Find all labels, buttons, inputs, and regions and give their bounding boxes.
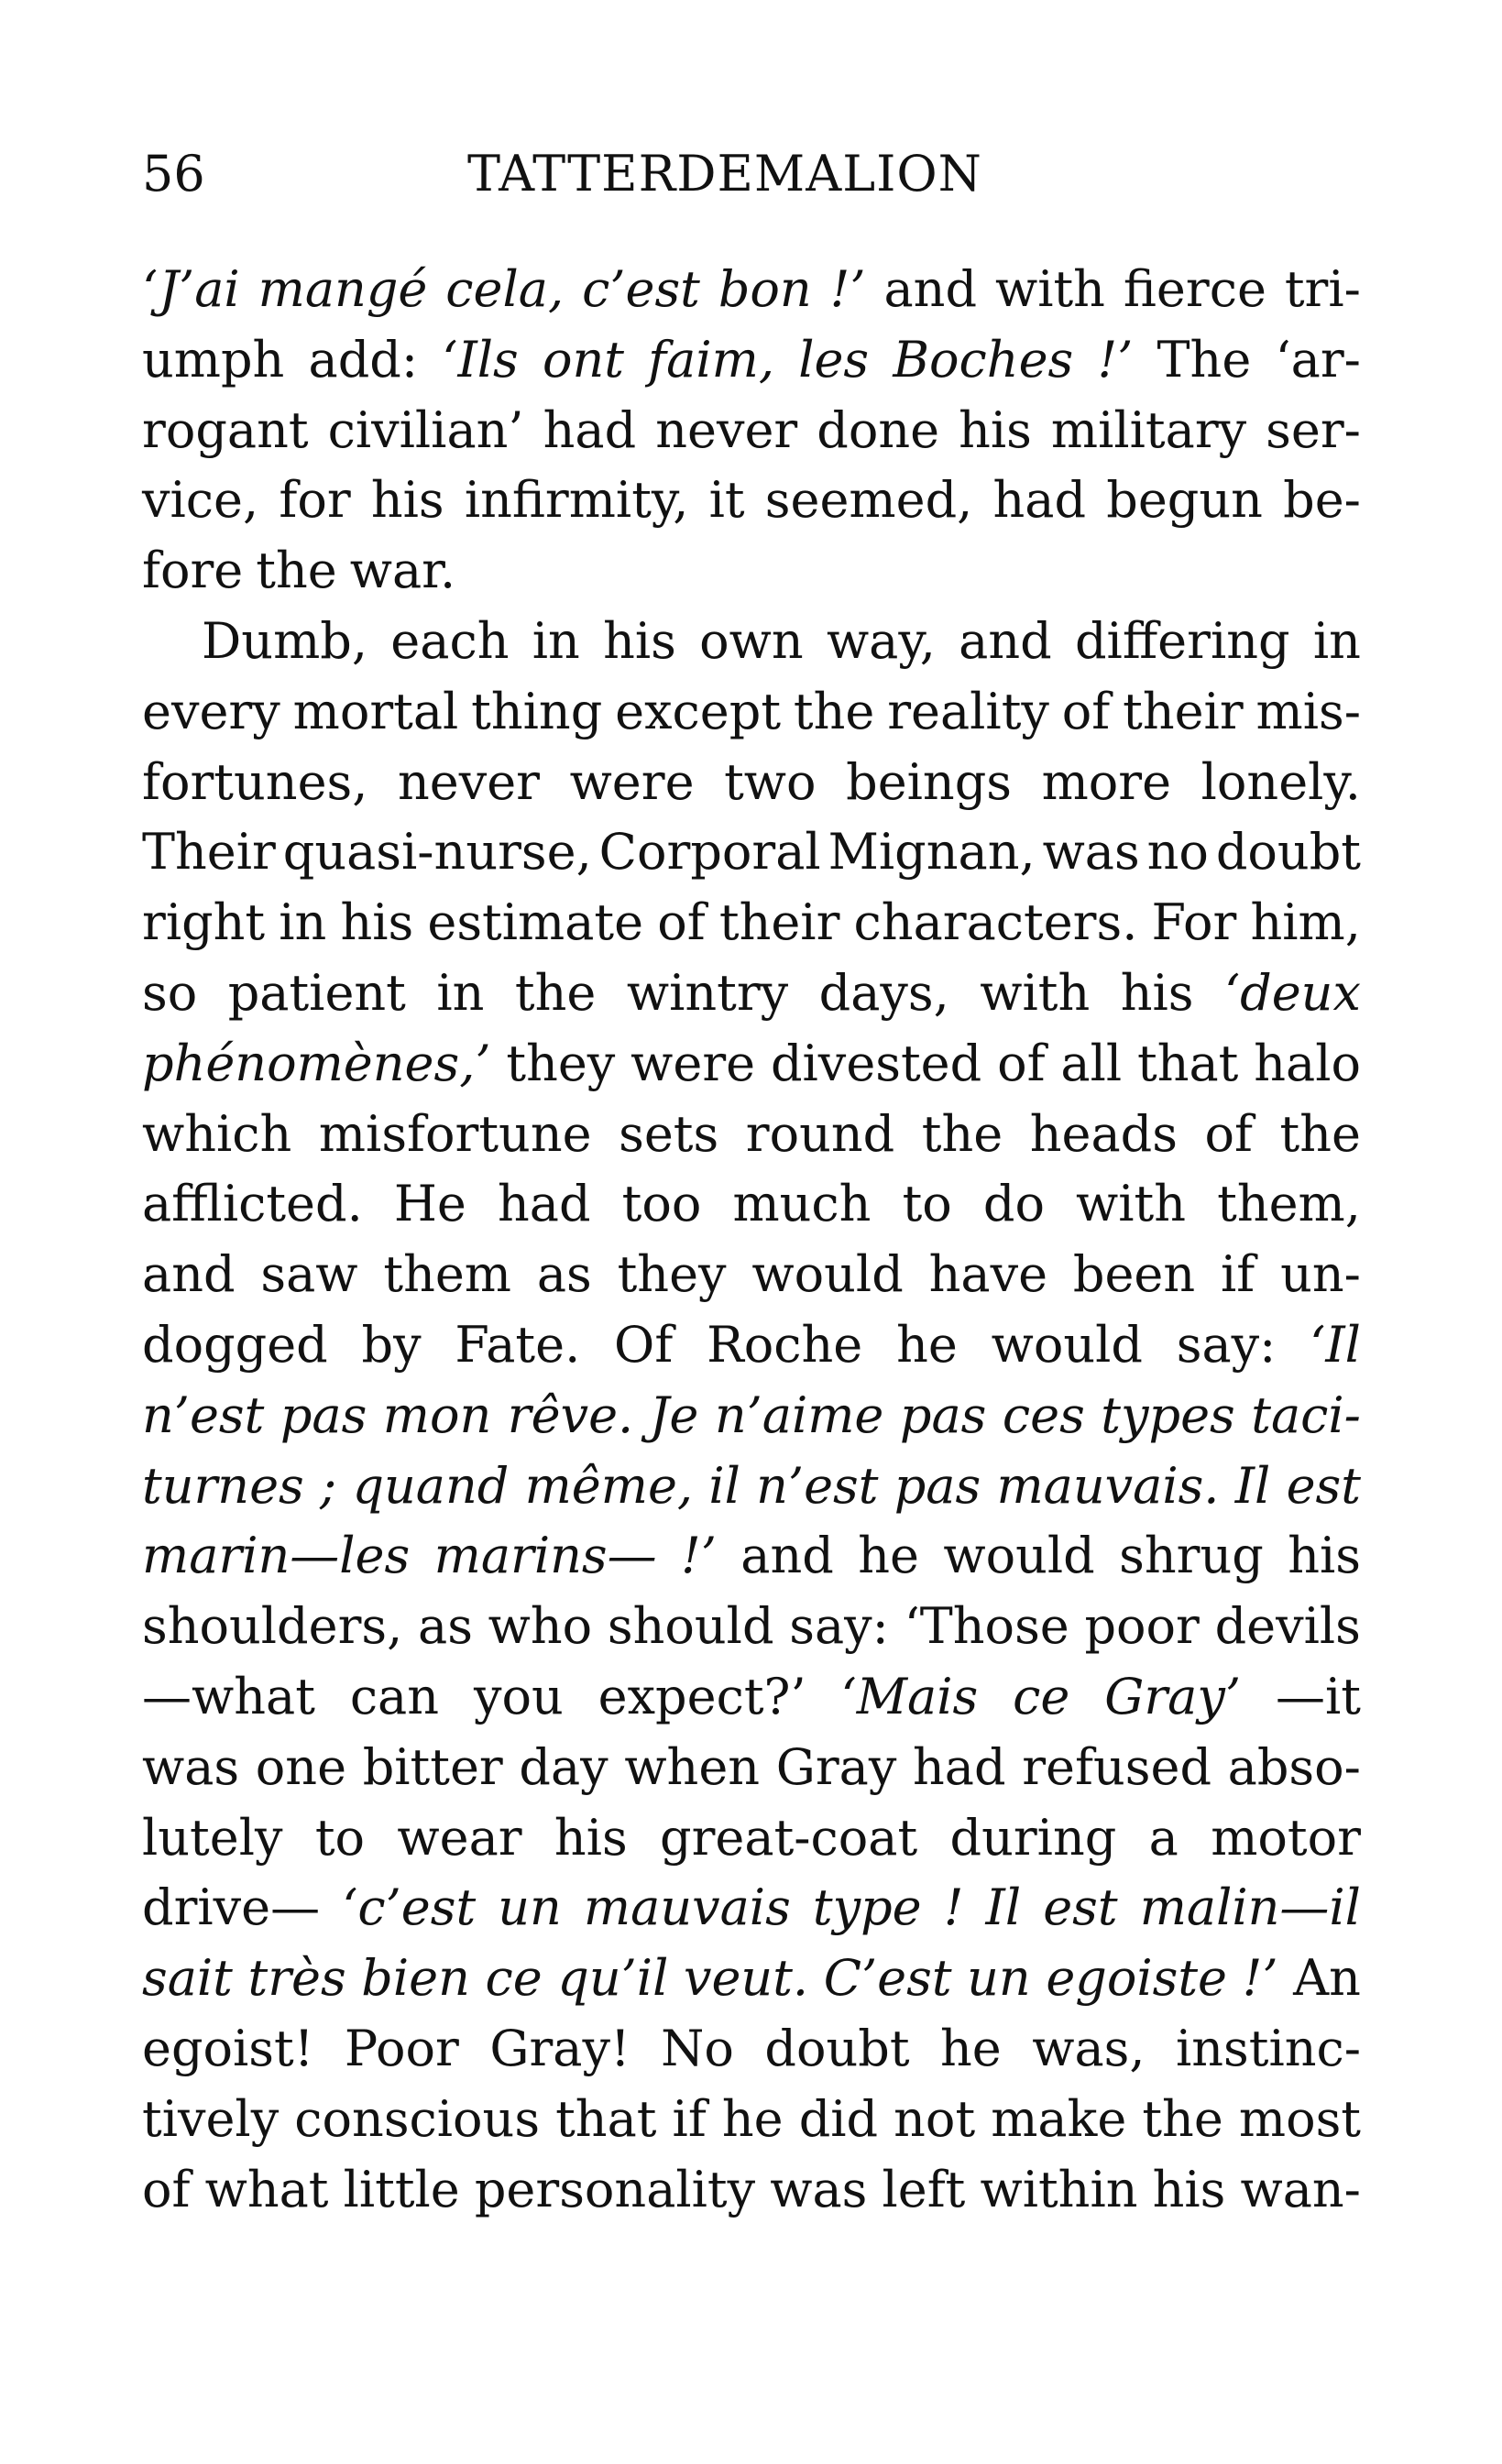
text-word: mauvais <box>583 1878 791 1937</box>
text-line <box>142 2014 1361 2085</box>
text-word: n’est <box>142 1385 265 1444</box>
text-word: the <box>921 1104 1003 1163</box>
text-word: was <box>770 2160 868 2218</box>
text-word: !’ <box>1242 1949 1278 2008</box>
text-word: would <box>943 1527 1095 1585</box>
text-word: did <box>798 2089 879 2148</box>
text-word: with <box>994 260 1105 318</box>
text-word: if <box>672 2089 707 2148</box>
text-word: Gray’ <box>1104 1667 1242 1725</box>
text-word: fortunes, <box>142 752 368 811</box>
text-word: can <box>349 1667 440 1725</box>
text-word: expect?’ <box>598 1667 806 1725</box>
page-number: 56 <box>142 145 205 203</box>
text-word: two <box>724 752 817 811</box>
text-word: Je <box>649 1385 699 1444</box>
text-word: très <box>247 1949 346 2008</box>
text-word: when <box>624 1737 761 1796</box>
text-word: seemed, <box>764 471 973 530</box>
text-word: marin—les <box>142 1527 411 1585</box>
text-word: they <box>506 1034 616 1092</box>
text-word: veut. <box>683 1949 809 2008</box>
text-word: begun <box>1106 471 1263 530</box>
text-line <box>142 958 1361 1029</box>
text-line <box>142 607 1361 677</box>
text-word: make <box>991 2089 1127 2148</box>
text-word: patient <box>227 963 406 1022</box>
text-word: was <box>142 1737 240 1796</box>
text-word: wintry <box>626 963 789 1022</box>
text-word: faim, <box>648 330 774 389</box>
text-word: him, <box>1250 893 1361 952</box>
text-word: turnes <box>142 1456 304 1515</box>
text-word: he <box>721 2089 784 2148</box>
text-word: rogant <box>142 400 309 459</box>
text-word: days, <box>818 963 949 1022</box>
text-word: afflicted. <box>142 1175 363 1233</box>
text-line <box>142 1592 1361 1662</box>
text-word: his <box>340 893 414 952</box>
text-word: Gray <box>775 1737 897 1796</box>
text-line <box>142 1873 1361 1944</box>
text-word: as <box>418 1597 473 1656</box>
text-word: his <box>370 471 444 530</box>
text-word: heads <box>1029 1104 1178 1163</box>
text-word: bon <box>718 260 812 318</box>
text-word: no <box>1146 823 1209 882</box>
text-word: tri- <box>1284 260 1361 318</box>
text-word: un- <box>1280 1245 1361 1304</box>
text-word: you <box>473 1667 564 1725</box>
text-word: for <box>279 471 351 530</box>
text-word: say: <box>1176 1315 1277 1374</box>
text-word: mis- <box>1255 682 1361 740</box>
text-word: one <box>255 1737 347 1796</box>
text-word: ‘Mais <box>840 1667 979 1725</box>
text-line <box>142 1662 1361 1733</box>
text-word: who <box>488 1597 593 1656</box>
text-word: pas <box>899 1385 987 1444</box>
text-word: round <box>745 1104 895 1163</box>
text-word: done <box>817 400 940 459</box>
text-word: way, <box>826 611 936 670</box>
text-word: drive— <box>142 1878 321 1937</box>
text-line <box>142 325 1361 396</box>
text-word: should <box>607 1597 774 1656</box>
text-word: fierce <box>1123 260 1266 318</box>
text-word: his <box>1152 2160 1226 2218</box>
text-line <box>142 1451 1361 1522</box>
text-word: be- <box>1283 471 1361 530</box>
text-word: military <box>1050 400 1247 459</box>
text-word: personality <box>474 2160 756 2218</box>
text-line <box>142 1240 1361 1310</box>
text-word: of <box>657 893 706 952</box>
text-word: !’ <box>681 1527 717 1585</box>
text-word: by <box>361 1315 422 1374</box>
text-word: doubt <box>1215 823 1361 882</box>
text-line <box>142 2155 1361 2226</box>
text-word: ‘ar- <box>1275 330 1361 389</box>
text-line <box>142 677 1361 748</box>
text-word: them <box>383 1245 512 1304</box>
text-line <box>142 1521 1361 1592</box>
text-line <box>142 1310 1361 1381</box>
text-word: même, <box>524 1456 694 1515</box>
text-line <box>142 1100 1361 1170</box>
text-word: divested <box>770 1034 982 1092</box>
text-word: —what <box>142 1667 315 1725</box>
text-word: ‘Those <box>904 1597 1069 1656</box>
text-word: devils <box>1214 1597 1361 1656</box>
text-line <box>142 2085 1361 2155</box>
text-word: —it <box>1275 1667 1361 1725</box>
text-word: them, <box>1217 1175 1361 1233</box>
text-word: never <box>655 400 798 459</box>
text-word: the <box>256 542 337 600</box>
text-word: !’ <box>829 260 866 318</box>
text-word: les <box>798 330 870 389</box>
text-word: more <box>1041 752 1172 811</box>
text-word: within <box>980 2160 1138 2218</box>
text-word: mon <box>382 1385 492 1444</box>
text-word: type <box>812 1878 922 1937</box>
text-word: characters. <box>853 893 1138 952</box>
text-word: during <box>949 1808 1117 1867</box>
text-word: saw <box>260 1245 358 1304</box>
text-word: Mignan, <box>828 823 1036 882</box>
text-word: civilian’ <box>327 400 524 459</box>
text-word: quasi-nurse, <box>282 823 592 882</box>
text-word: tively <box>142 2089 280 2148</box>
text-word: had <box>543 400 637 459</box>
text-word: motor <box>1211 1808 1361 1867</box>
text-word: was, <box>1032 2019 1146 2077</box>
text-word: little <box>343 2160 460 2218</box>
text-word: An <box>1293 1949 1361 2008</box>
text-word: his <box>1288 1527 1361 1585</box>
text-word: C’est <box>823 1949 952 2008</box>
text-word: Boches <box>893 330 1074 389</box>
text-word: and <box>740 1527 834 1585</box>
text-word: to <box>902 1175 952 1233</box>
text-word: sets <box>619 1104 719 1163</box>
text-word: Their <box>142 823 276 882</box>
text-word: vice, <box>142 471 259 530</box>
text-word: he <box>858 1527 919 1585</box>
text-line <box>142 465 1361 536</box>
text-word: Dumb, <box>202 611 368 670</box>
text-word: n’aime <box>714 1385 884 1444</box>
text-word: refused <box>1022 1737 1212 1796</box>
text-word: do <box>982 1175 1045 1233</box>
text-word: conscious <box>294 2089 541 2148</box>
text-word: thing <box>471 682 603 740</box>
text-word: No <box>661 2019 734 2077</box>
text-word: infirmity, <box>464 471 689 530</box>
text-word: un <box>967 1949 1031 2008</box>
text-word: Corporal <box>598 823 821 882</box>
text-word: cela, <box>445 260 565 318</box>
text-word: would <box>991 1315 1143 1374</box>
text-word: their <box>1123 682 1244 740</box>
text-word: never <box>397 752 540 811</box>
text-word: est <box>1286 1456 1361 1515</box>
text-word: with <box>1076 1175 1187 1233</box>
text-word: umph <box>142 330 285 389</box>
text-word: !’ <box>1097 330 1134 389</box>
text-line <box>142 1029 1361 1100</box>
text-word: it <box>708 471 745 530</box>
text-word: the <box>1142 2089 1223 2148</box>
text-word: ‘Ils <box>442 330 519 389</box>
text-word: and <box>142 1245 236 1304</box>
text-line <box>142 817 1361 888</box>
text-word: reality <box>887 682 1049 740</box>
text-line <box>142 1944 1361 2014</box>
text-word: ‘c’est <box>342 1878 477 1937</box>
text-word: instinc- <box>1175 2019 1361 2077</box>
text-word: that <box>1137 1034 1239 1092</box>
text-word: that <box>555 2089 657 2148</box>
text-word: Fate. <box>455 1315 581 1374</box>
text-word: of <box>997 1034 1046 1092</box>
text-word: left <box>882 2160 966 2218</box>
text-word: estimate <box>427 893 644 952</box>
text-word: lutely <box>142 1808 283 1867</box>
text-word: bitter <box>362 1737 503 1796</box>
text-line <box>142 888 1361 958</box>
body-text <box>142 255 1361 2225</box>
text-word: beings <box>846 752 1012 811</box>
text-word: qu’il <box>557 1949 669 2008</box>
text-word: The <box>1157 330 1252 389</box>
text-word: the <box>1279 1104 1361 1163</box>
text-word: their <box>718 893 840 952</box>
text-word: too <box>621 1175 702 1233</box>
text-word: Poor <box>344 2019 459 2077</box>
text-word: say: <box>789 1597 889 1656</box>
text-word: mauvais. <box>996 1456 1220 1515</box>
text-word: est <box>1043 1878 1118 1937</box>
text-word: ‘J’ai <box>142 260 240 318</box>
text-word: own <box>699 611 804 670</box>
text-word: had <box>992 471 1087 530</box>
text-word: he <box>940 2019 1002 2077</box>
text-word: of <box>1061 682 1111 740</box>
text-word: they <box>617 1245 727 1304</box>
text-word: a <box>1148 1808 1179 1867</box>
text-word: n’est <box>756 1456 879 1515</box>
text-line <box>142 1803 1361 1874</box>
text-word: in <box>1312 611 1361 670</box>
text-line <box>142 748 1361 818</box>
text-word: right <box>142 893 266 952</box>
text-word: lonely. <box>1201 752 1361 811</box>
text-word: Of <box>614 1315 674 1374</box>
text-word: malin—il <box>1139 1878 1361 1937</box>
text-word: of <box>1204 1104 1253 1163</box>
text-word: of <box>142 2160 191 2218</box>
text-word: to <box>314 1808 366 1867</box>
text-word: differing <box>1074 611 1290 670</box>
text-word: dogged <box>142 1315 328 1374</box>
text-word: wan- <box>1240 2160 1361 2218</box>
text-word: were <box>569 752 695 811</box>
text-word: egoist! <box>142 2019 314 2077</box>
text-word: what <box>204 2160 329 2218</box>
text-word: great-coat <box>660 1808 918 1867</box>
text-word: in <box>279 893 327 952</box>
text-word: had <box>913 1737 1006 1796</box>
text-line <box>142 1169 1361 1240</box>
text-word: all <box>1060 1034 1123 1092</box>
text-line <box>142 255 1361 325</box>
running-title: TATTERDEMALION <box>467 145 982 203</box>
text-word: been <box>1072 1245 1196 1304</box>
text-word: halo <box>1254 1034 1361 1092</box>
text-word: in <box>436 963 485 1022</box>
text-word: rêve. <box>507 1385 634 1444</box>
text-word: Roche <box>707 1315 863 1374</box>
text-word: pas <box>280 1385 367 1444</box>
text-word: abso- <box>1227 1737 1361 1796</box>
text-word: il <box>708 1456 740 1515</box>
text-word: as <box>536 1245 592 1304</box>
text-word: bien <box>361 1949 470 2008</box>
text-word: sait <box>142 1949 233 2008</box>
text-word: c’est <box>582 260 700 318</box>
text-word: He <box>393 1175 466 1233</box>
text-word: in <box>532 611 580 670</box>
text-word: Gray! <box>489 2019 630 2077</box>
text-word: add: <box>308 330 419 389</box>
text-word: fore <box>142 542 244 600</box>
text-word: ce <box>485 1949 543 2008</box>
text-word: mangé <box>258 260 428 318</box>
text-word: ; <box>320 1456 337 1515</box>
text-word: were <box>630 1034 756 1092</box>
text-word: Il <box>1234 1456 1271 1515</box>
text-word: had <box>497 1175 591 1233</box>
text-word: poor <box>1084 1597 1200 1656</box>
text-word: ont <box>542 330 624 389</box>
text-word: day <box>519 1737 608 1796</box>
text-word: shoulders, <box>142 1597 403 1656</box>
text-word: shrug <box>1119 1527 1264 1585</box>
text-word: wear <box>397 1808 522 1867</box>
text-word: would <box>751 1245 904 1304</box>
text-line <box>142 396 1361 466</box>
text-word: have <box>928 1245 1048 1304</box>
text-word: if <box>1221 1245 1255 1304</box>
text-word: un <box>498 1878 562 1937</box>
text-word: mortal <box>292 682 459 740</box>
text-word: was <box>1042 823 1140 882</box>
text-word: so <box>142 963 198 1022</box>
text-word: ser- <box>1266 400 1361 459</box>
text-word: phénomènes,’ <box>142 1034 491 1092</box>
text-word: quand <box>352 1456 510 1515</box>
text-word: types <box>1101 1385 1235 1444</box>
text-word: war. <box>349 542 456 600</box>
text-word: taci- <box>1251 1385 1361 1444</box>
text-word: and <box>883 260 978 318</box>
text-word: he <box>896 1315 958 1374</box>
text-line <box>142 1733 1361 1803</box>
text-word: the <box>793 682 875 740</box>
text-word: misfortune <box>318 1104 592 1163</box>
text-word: pas <box>894 1456 981 1515</box>
text-word: except <box>615 682 782 740</box>
text-word: every <box>142 682 280 740</box>
text-word: ce <box>1013 1667 1070 1725</box>
text-word: ces <box>1002 1385 1085 1444</box>
text-word: with <box>980 963 1091 1022</box>
text-word: much <box>732 1175 872 1233</box>
text-word: which <box>142 1104 292 1163</box>
text-word: ‘Il <box>1310 1315 1361 1374</box>
text-word: doubt <box>764 2019 910 2077</box>
text-word: his <box>603 611 676 670</box>
text-word: the <box>514 963 597 1022</box>
page-header <box>142 137 1361 211</box>
text-word: each <box>390 611 510 670</box>
text-line <box>142 536 1361 607</box>
text-line <box>142 1381 1361 1451</box>
text-word: egoiste <box>1046 1949 1228 2008</box>
text-word: ‘deux <box>1223 963 1361 1022</box>
text-word: his <box>1120 963 1194 1022</box>
text-word: not <box>894 2089 976 2148</box>
text-word: his <box>554 1808 628 1867</box>
text-word: most <box>1238 2089 1361 2148</box>
text-word: marins— <box>433 1527 657 1585</box>
text-word: Il <box>985 1878 1022 1937</box>
text-word: and <box>959 611 1052 670</box>
text-word: ! <box>943 1878 964 1937</box>
text-word: For <box>1151 893 1237 952</box>
text-word: his <box>959 400 1032 459</box>
